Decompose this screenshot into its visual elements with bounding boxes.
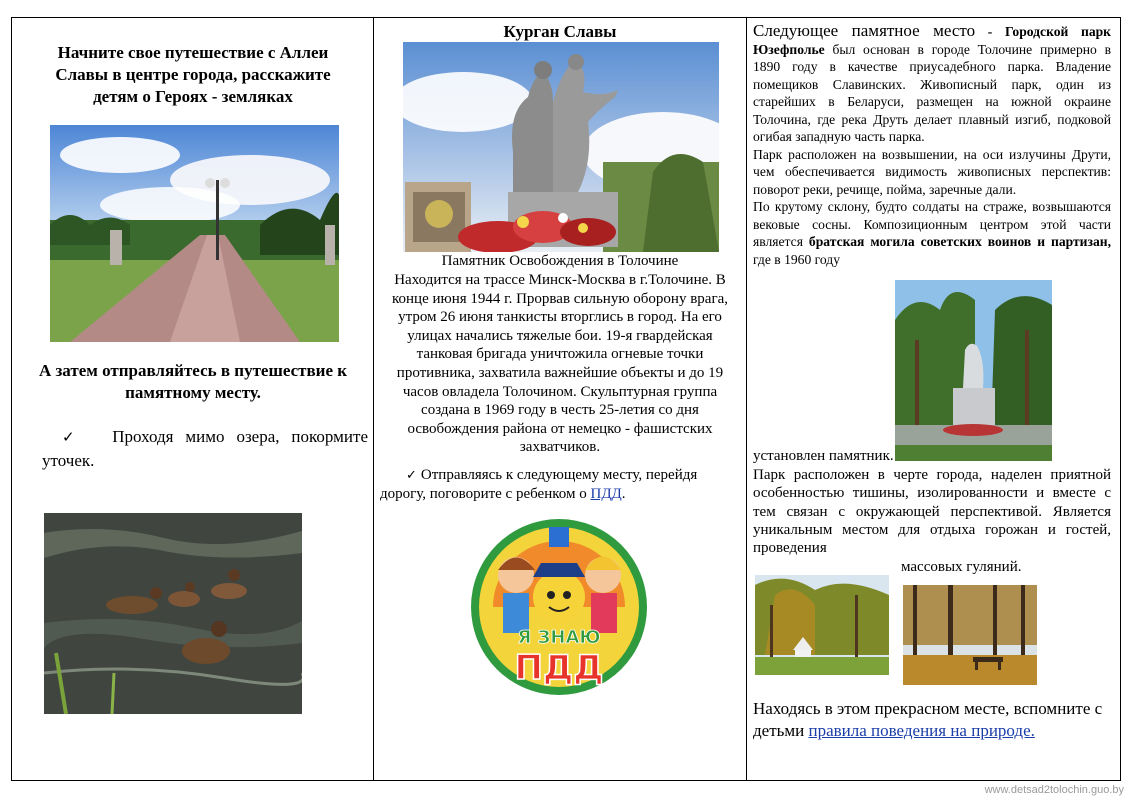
- park-pavilion-photo: [755, 575, 889, 675]
- park-dash: -: [975, 24, 1005, 39]
- column-yuzefpolye-park: [747, 18, 1122, 780]
- nature-rules-reminder: [753, 698, 1109, 742]
- nature-rules-link[interactable]: правила поведения на природе.: [808, 721, 1035, 740]
- park-lead: Следующее памятное место: [753, 21, 976, 40]
- ducks-on-lake-photo: [44, 513, 302, 714]
- traffic-rules-link[interactable]: ПДД: [590, 486, 622, 502]
- check-mark-icon: ✓: [406, 468, 417, 483]
- column-alley-of-glory: [12, 18, 373, 780]
- monument-caption: Памятник Освобождения в Толочине: [441, 253, 679, 269]
- check-mark-icon: ✓: [62, 428, 83, 446]
- journey-heading: А затем отправляйтесь в путешествие к памятному месту.: [38, 361, 348, 402]
- park-paragraph-1: был основан в городе Толочине примерно в 1890 году в качестве приусадебного парка. Владение помещиков Славинских. Живописный парк, один из старейших в Беларуси, размещен на южной окраине Толочина, где река Друть делает плавный изгиб, подковой огибая западную часть парка.: [753, 41, 1111, 144]
- monument-description: Находится на трассе Минск-Москва в г.Толочине. В конце июня 1944 г. Прорвав сильную оборону врага, утром 26 июня танкисты вторглись в город. На его улицах начались тяжелые бои. 19-я гвардейская танковая бригада уничтожила огневые точки противника, захватила важнейшие объекты и до 19 часов овладела Толочином. Скульптурная группа создана в 1969 году в честь 25-летия со дня освобождения района от немецко - фашистских захватчиков.: [391, 272, 729, 456]
- reminder-text: Находясь в этом прекрасном месте, вспомните с детьми: [753, 699, 1103, 740]
- checklist-item-end: .: [621, 486, 626, 502]
- park-paragraph-4: [753, 466, 1111, 557]
- park-bench-photo: [903, 585, 1037, 685]
- installed-monument-text: установлен памятник.: [753, 448, 894, 464]
- i-know-traffic-rules-badge: [453, 515, 665, 698]
- mass-grave-name: братская могила советских воинов и партизан,: [808, 234, 1112, 249]
- park-name: Городской парк Юзефполье: [753, 24, 1112, 57]
- liberation-monument-photo: [403, 42, 719, 252]
- alley-heading: Начните свое путешествие с Аллеи Славы в центре города, расскажите детям о Героях - земляках: [55, 43, 331, 106]
- park-paragraph-3: По крутому склону, будто солдаты на страже, возвышаются вековые сосны. Композиционным центром этой части является: [753, 199, 1111, 249]
- park-paragraph-4-text: Парк расположен в черте города, наделен приятной особенностью тишины, изолированности и вместе с тем связан с окружающей перспективой. Является уникальным местом для отдыха горожан и гостей, проведения: [753, 467, 1111, 557]
- mass-grave-monument-photo: [895, 280, 1052, 461]
- mound-heading: Курган Славы: [503, 22, 617, 41]
- alley-of-glory-photo: [50, 125, 339, 342]
- brochure-sheet: [11, 17, 1121, 781]
- checklist-item-traffic-rules: [380, 466, 742, 504]
- park-description: [753, 22, 1111, 268]
- badge-top-text: Я ЗНАЮ: [517, 627, 601, 648]
- festivities-text: массовых гуляний.: [901, 559, 1022, 575]
- checklist-item-ducks: [42, 425, 368, 472]
- badge-bottom-text: ПДД: [514, 648, 604, 688]
- park-paragraph-3-end: где в 1960 году: [753, 251, 841, 267]
- park-paragraph-2: Парк расположен на возвышении, на оси излучины Друти, чем обеспечивается видимость живописных перспектив: поворот реки, речище, пойма, заречные дали.: [753, 146, 1111, 197]
- site-url-footer: www.detsad2tolochin.guo.by: [984, 784, 1124, 796]
- checklist-item-text: Проходя мимо озера, покормите уточек.: [42, 427, 368, 470]
- column-mound-of-glory: [374, 18, 746, 780]
- checklist-item-text: Отправляясь к следующему месту, перейдя дорогу, поговорите с ребенком о: [380, 467, 698, 502]
